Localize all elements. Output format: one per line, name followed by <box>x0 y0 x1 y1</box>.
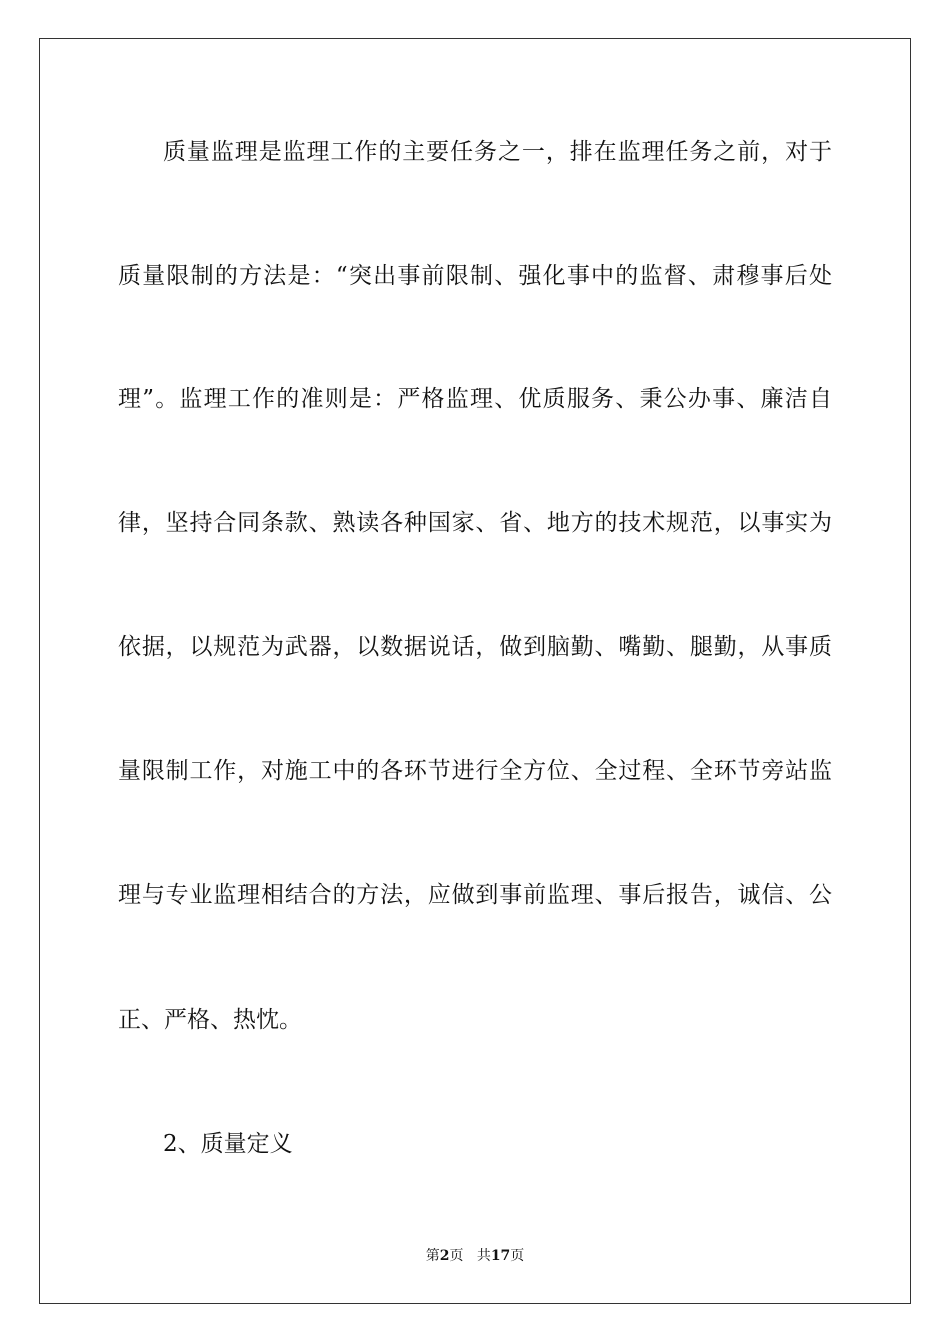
page-footer <box>0 1247 950 1265</box>
footer-separator <box>463 1248 476 1264</box>
section-heading: 2、质量定义 <box>163 1131 293 1157</box>
paragraph-line-2: 质量限制的方法是：“突出事前限制、强化事中的监督、肃穆事后处 <box>118 263 832 289</box>
paragraph-line-5: 依据，以规范为武器，以数据说话，做到脑勤、嘴勤、腿勤，从事质 <box>118 634 832 660</box>
footer-page-suffix: 页 <box>449 1248 464 1264</box>
footer-page-prefix: 第 <box>425 1248 440 1264</box>
paragraph-line-6: 量限制工作，对施工中的各环节进行全方位、全过程、全环节旁站监 <box>118 758 832 784</box>
paragraph-line-1: 质量监理是监理工作的主要任务之一，排在监理任务之前，对于 <box>163 139 832 165</box>
paragraph-line-4: 律，坚持合同条款、熟读各种国家、省、地方的技术规范，以事实为 <box>118 510 832 536</box>
footer-total-prefix: 共 <box>476 1248 491 1264</box>
paragraph-line-7: 理与专业监理相结合的方法，应做到事前监理、事后报告，诚信、公 <box>118 882 832 908</box>
paragraph-line-3: 理”。监理工作的准则是：严格监理、优质服务、秉公办事、廉洁自 <box>118 386 832 412</box>
page-border <box>39 38 911 1304</box>
footer-total-suffix: 页 <box>510 1248 525 1264</box>
footer-total-pages: 17 <box>490 1248 511 1264</box>
footer-page-number: 2 <box>439 1248 450 1264</box>
paragraph-line-8: 正、严格、热忱。 <box>118 1007 302 1033</box>
